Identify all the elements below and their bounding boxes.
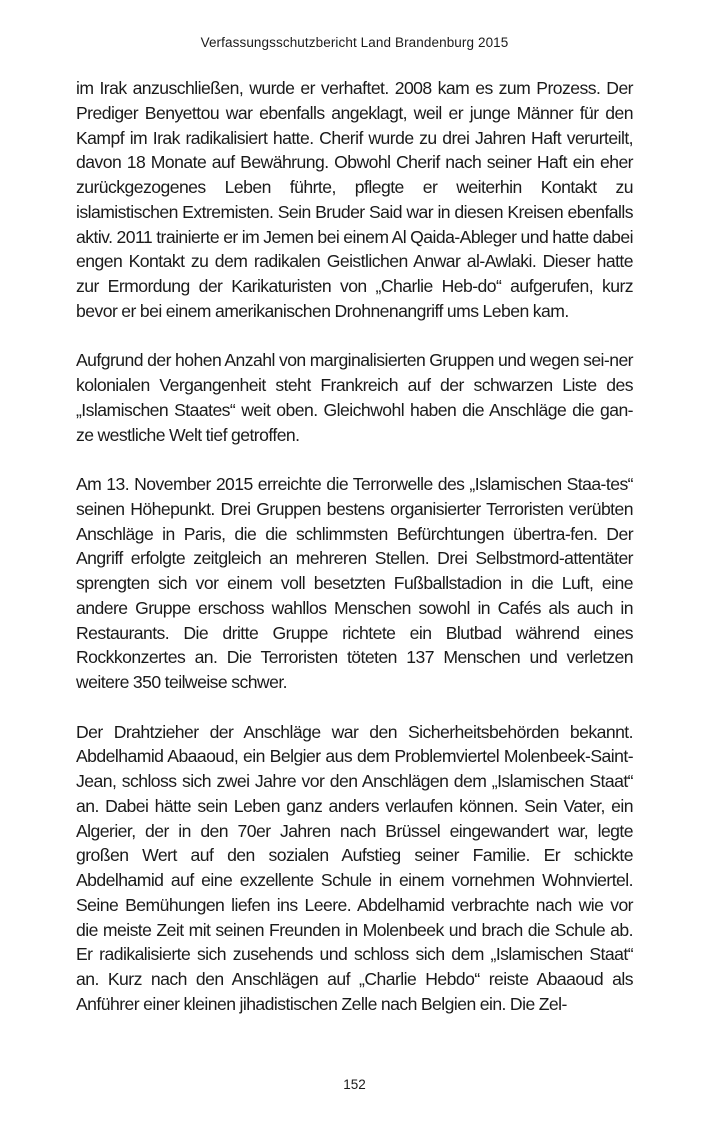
running-header: Verfassungsschutzbericht Land Brandenburg 2015 <box>200 35 509 50</box>
page-body <box>76 76 633 1017</box>
body-paragraph-3: Am 13. November 2015 erreichte die Terrorwelle des „Islamischen Staa-tes“ seinen Höhepunkt. Drei Gruppen bestens organisierter Terroristen verübten Anschläge in Paris, die die schlimmsten Befürchtungen übertra-fen. Der Angriff erfolgte zeitgleich an mehreren Stellen. Drei Selbstmord-attentäter sprengten sich vor einem voll besetzten Fußballstadion in die Luft, eine andere Gruppe erschoss wahllos Menschen sowohl in Cafés als auch in Restaurants. Die dritte Gruppe richtete ein Blutbad während eines Rockkonzertes an. Die Terroristen töteten 137 Menschen und verletzen weitere 350 teilweise schwer. <box>76 474 633 692</box>
body-paragraph-2: Aufgrund der hohen Anzahl von marginalisierten Gruppen und wegen sei-ner kolonialen Vergangenheit steht Frankreich auf der schwarzen Liste des „Islamischen Staates“ weit oben. Gleichwohl haben die Anschläge die gan-ze westliche Welt tief getroffen. <box>76 350 633 445</box>
body-paragraph-1: im Irak anzuschließen, wurde er verhaftet. 2008 kam es zum Prozess. Der Prediger Benyettou war ebenfalls angeklagt, weil er junge Männer für den Kampf im Irak radikalisiert hatte. Cherif wurde zu drei Jahren Haft verurteilt, davon 18 Monate auf Bewährung. Obwohl Cherif nach seiner Haft ein eher zurückgezogenes Leben führte, pflegte er weiterhin Kontakt zu islamistischen Extremisten. Sein Bruder Said war in diesen Kreisen ebenfalls aktiv. 2011 trainierte er im Jemen bei einem Al Qaida-Ableger und hatte dabei engen Kontakt zu dem radikalen Geistlichen Anwar al-Awlaki. Dieser hatte zur Ermordung der Karikaturisten von „Charlie Heb-do“ aufgerufen, kurz bevor er bei einem amerikanischen Drohnenangriff ums Leben kam. <box>76 78 633 321</box>
body-paragraph-4: Der Drahtzieher der Anschläge war den Sicherheitsbehörden bekannt. Abdelhamid Abaaoud, ein Belgier aus dem Problemviertel Molenbeek-Saint-Jean, schloss sich zwei Jahre vor den Anschlägen dem „Islamischen Staat“ an. Dabei hätte sein Leben ganz anders verlaufen können. Sein Vater, ein Algerier, der in den 70er Jahren nach Brüssel eingewandert war, legte großen Wert auf den sozialen Aufstieg seiner Familie. Er schickte Abdelhamid auf eine exzellente Schule in einem vornehmen Wohnviertel. Seine Bemühungen liefen ins Leere. Abdelhamid verbrachte nach wie vor die meiste Zeit mit seinen Freunden in Molenbeek und brach die Schule ab. Er radikalisierte sich zusehends und schloss sich dem „Islamischen Staat“ an. Kurz nach den Anschlägen auf „Charlie Hebdo“ reiste Abaaoud als Anführer einer kleinen jihadistischen Zelle nach Belgien ein. Die Zel- <box>76 721 633 1014</box>
page-number: 152 <box>343 1077 366 1092</box>
